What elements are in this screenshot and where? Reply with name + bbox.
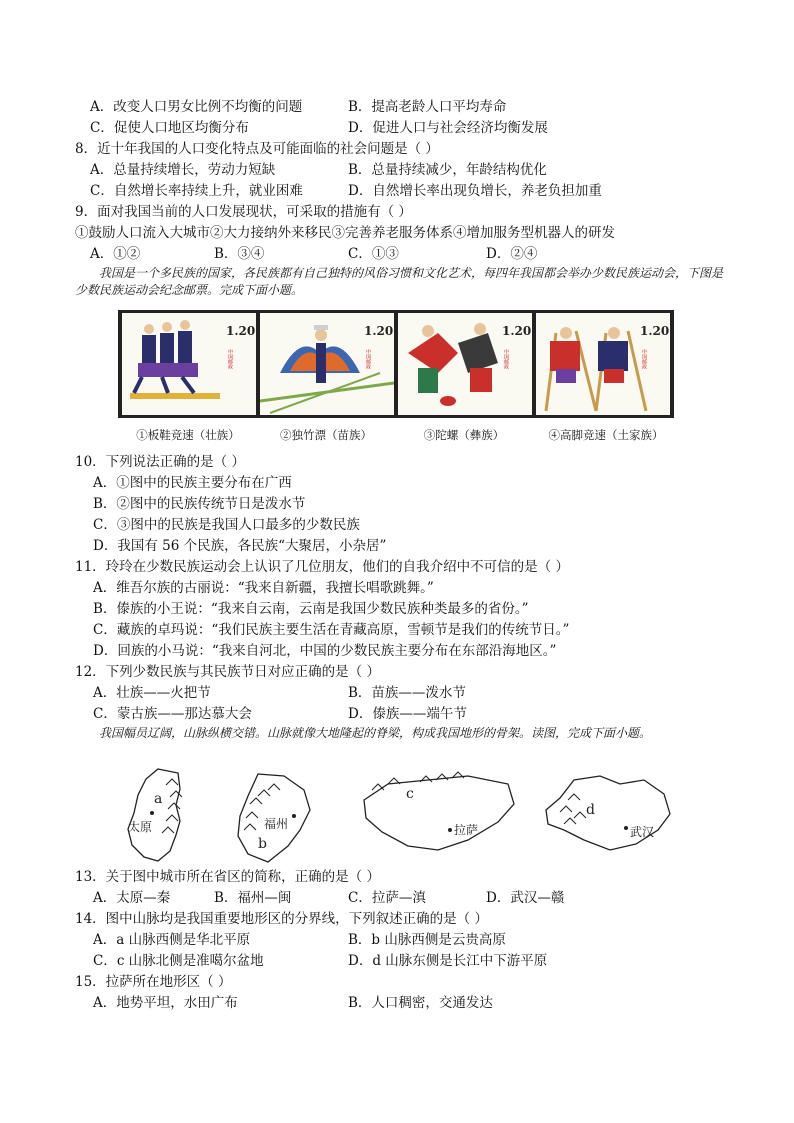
- map-tibet: [358, 770, 518, 864]
- q14-option-d: D．d 山脉东侧是长江中下游平原: [348, 953, 548, 969]
- q13-option-d: D．武汉—赣: [486, 890, 565, 906]
- stamp-3: [398, 313, 532, 415]
- map-hubei: [540, 770, 680, 864]
- q14-option-b: B．b 山脉西侧是云贵高原: [348, 932, 506, 948]
- stamp-2-caption: ②独竹漂（苗族）: [280, 428, 372, 442]
- mountain-c-label: c: [406, 786, 414, 802]
- q10-option-a: A．①图中的民族主要分布在广西: [93, 475, 292, 491]
- q7-option-d: D．促进人口与社会经济均衡发展: [348, 120, 548, 136]
- q11-stem: 11．玲玲在少数民族运动会上认识了几位朋友，他们的自我介绍中不可信的是（ ）: [75, 559, 569, 575]
- stamp-4-value: 1.20: [640, 324, 670, 338]
- q7-option-b: B．提高老龄人口平均寿命: [348, 99, 507, 115]
- city-taiyuan: 太原: [128, 820, 153, 834]
- map-fujian: [228, 770, 318, 874]
- city-wuhan: 武汉: [630, 825, 655, 839]
- q8-option-a: A．总量持续增长，劳动力短缺: [90, 162, 276, 178]
- stamp-3-country: 中国邮政: [503, 349, 509, 369]
- stamp-4: [536, 313, 670, 415]
- stamp-1-country: 中国邮政: [227, 349, 233, 369]
- q13-stem: 13．关于图中城市所在省区的简称，正确的是（ ）: [75, 869, 380, 885]
- stamp-1: [122, 313, 256, 415]
- q15-option-b: B．人口稠密，交通发达: [348, 995, 493, 1011]
- q15-option-a: A．地势平坦，水田广布: [93, 995, 238, 1011]
- q12-option-c: C．蒙古族——那达慕大会: [93, 706, 252, 722]
- q14-option-c: C．c 山脉北侧是准噶尔盆地: [93, 953, 264, 969]
- stamp-2-value: 1.20: [364, 324, 394, 338]
- q14-option-a: A．a 山脉西侧是华北平原: [93, 932, 251, 948]
- stamp-4-country: 中国邮政: [641, 349, 647, 369]
- q8-option-b: B．总量持续减少，年龄结构优化: [348, 162, 547, 178]
- q12-option-d: D．傣族——端午节: [348, 706, 467, 722]
- q8-option-d: D．自然增长率出现负增长，养老负担加重: [348, 183, 602, 199]
- q7-option-c: C．促使人口地区均衡分布: [90, 120, 249, 136]
- q10-option-b: B．②图中的民族传统节日是泼水节: [93, 496, 306, 512]
- city-fuzhou: 福州: [264, 817, 289, 831]
- q10-option-d: D．我国有 56 个民族，各民族“大聚居，小杂居”: [93, 538, 387, 554]
- q13-option-c: C．拉萨—滇: [348, 890, 426, 906]
- q10-option-c: C．③图中的民族是我国人口最多的少数民族: [93, 517, 360, 533]
- q11-option-d: D．回族的小马说：“我来自河北，中国的少数民族主要分布在东部沿海地区。”: [93, 643, 557, 659]
- mountain-b-label: b: [258, 836, 267, 852]
- stamp-1-value: 1.20: [226, 324, 256, 338]
- stamp-1-caption: ①板鞋竞速（壮族）: [136, 428, 240, 442]
- q12-option-b: B．苗族——泼水节: [348, 685, 466, 701]
- intro-mountains: 我国幅员辽阔，山脉纵横交错。山脉就像大地隆起的脊梁，构成我国地形的骨架。读图，完成下面小题。: [99, 726, 652, 740]
- q8-option-c: C．自然增长率持续上升，就业困难: [90, 183, 303, 199]
- stamp-4-caption: ④高脚竞速（土家族）: [548, 428, 664, 442]
- stamp-2-country: 中国邮政: [365, 349, 371, 369]
- q12-stem: 12．下列少数民族与其民族节日对应正确的是（ ）: [75, 664, 380, 680]
- q7-option-a: A．改变人口男女比例不均衡的问题: [90, 99, 303, 115]
- q12-option-a: A．壮族——火把节: [93, 685, 211, 701]
- q11-option-c: C．藏族的卓玛说：“我们民族主要生活在青藏高原，雪顿节是我们的传统节日。”: [93, 622, 570, 638]
- city-lhasa: 拉萨: [454, 823, 479, 837]
- q14-stem: 14．图中山脉均是我国重要地形区的分界线，下列叙述正确的是（ ）: [75, 911, 488, 927]
- stamp-3-value: 1.20: [502, 324, 532, 338]
- stamp-strip: [118, 310, 674, 418]
- q9-measures: ①鼓励人口流入大城市②大力接纳外来移民③完善养老服务体系④增加服务型机器人的研发: [75, 225, 615, 241]
- q13-option-a: A．太原—秦: [93, 890, 171, 906]
- q9-option-c: C．①③: [348, 246, 399, 262]
- q11-option-b: B．傣族的小王说：“我来自云南，云南是我国少数民族种类最多的省份。”: [93, 601, 529, 617]
- mountain-d-label: d: [586, 802, 595, 818]
- q10-stem: 10．下列说法正确的是（ ）: [75, 454, 245, 470]
- intro-minority-games: 我国是一个多民族的国家，各民族都有自己独特的风俗习惯和文化艺术，每四年我国都会举办少数民族运动会，下图是少数民族运动会纪念邮票。完成下面小题。: [75, 266, 724, 297]
- q9-option-a: A．①②: [90, 246, 141, 262]
- stamp-3-caption: ③陀螺（彝族）: [423, 428, 505, 442]
- q9-option-d: D．②④: [486, 246, 538, 262]
- mountain-a-label: a: [154, 791, 163, 807]
- q9-stem: 9．面对我国当前的人口发展现状，可采取的措施有（ ）: [75, 204, 412, 220]
- map-shanxi: [118, 765, 208, 869]
- q11-option-a: A．维吾尔族的古丽说：“我来自新疆，我擅长唱歌跳舞。”: [93, 580, 434, 596]
- q15-stem: 15．拉萨所在地形区（ ）: [75, 974, 232, 990]
- q13-option-b: B．福州—闽: [214, 890, 292, 906]
- stamp-2: [260, 313, 394, 415]
- q9-option-b: B．③④: [214, 246, 265, 262]
- q8-stem: 8．近十年我国的人口变化特点及可能面临的社会问题是（ ）: [75, 141, 439, 157]
